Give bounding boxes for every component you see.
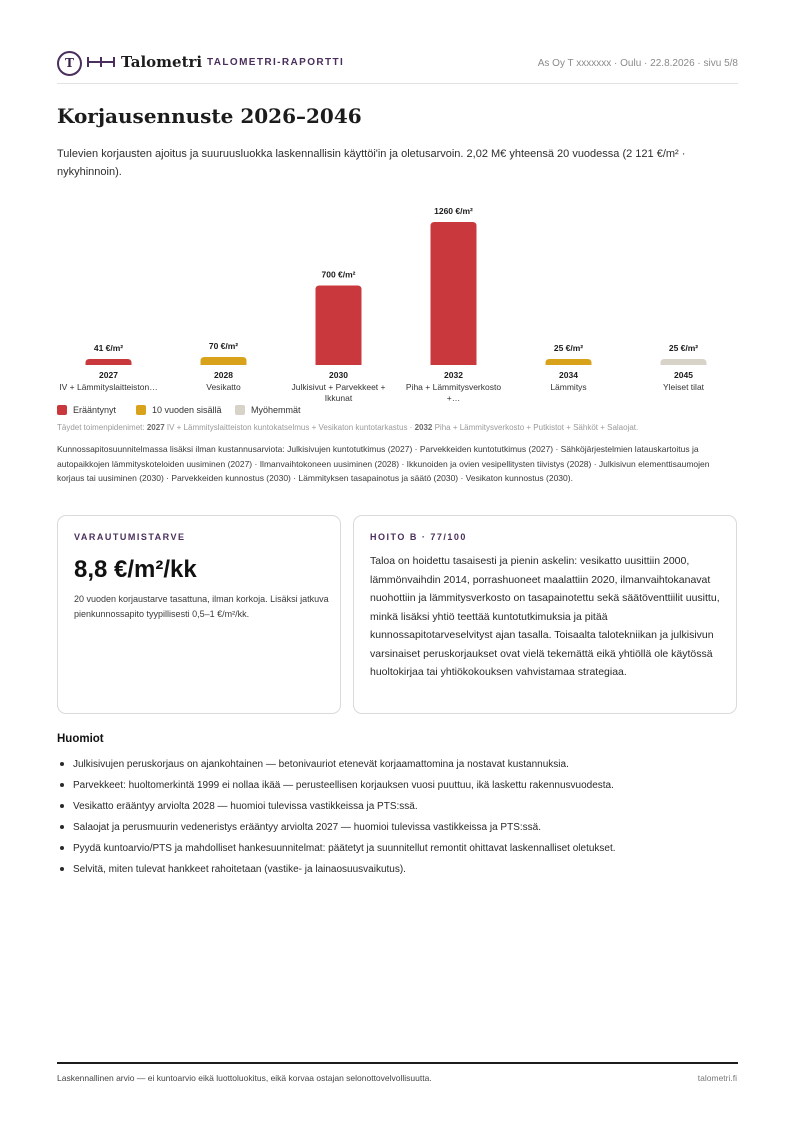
bar-value-label: 700 €/m² <box>321 269 356 280</box>
list-item: Salaojat ja perusmuurin vedeneristys erääntyy arviolta 2027 — huomioi tulevissa vastikkeissa ja PTS:ssä. <box>57 817 737 838</box>
house-rule-icon <box>87 56 115 68</box>
intro-text: Tulevien korjausten ajoitus ja suuruusluokka laskennallisin käyttöi'in ja oletusarvoin. 2,02 M€ yhteensä 20 vuodessa (2 121 €/m² · nykyhinnoin). <box>57 148 686 178</box>
list-item: Julkisivujen peruskorjaus on ajankohtainen — betonivauriot etenevät korjaamattomina ja nostavat kustannuksia. <box>57 754 737 775</box>
repair-forecast-chart <box>51 200 741 403</box>
notes-heading: Huomiot <box>57 733 104 745</box>
legend-label: Myöhemmät <box>251 405 301 415</box>
list-item: Selvitä, miten tulevat hankkeet rahoitetaan (vastike- ja lainaosuusvaikutus). <box>57 859 737 880</box>
notes-list <box>57 754 737 880</box>
legend-item-soon <box>136 405 222 415</box>
legend-item-overdue <box>57 405 116 415</box>
logo-icon: T <box>57 51 82 76</box>
additional-maintenance-note: Kunnossapitosuunnitelmassa lisäksi ilman kustannusarviota: Julkisivujen kuntotutkimus (2027) · Parvekkeiden kuntotutkimus (2027) · Sähköjärjestelmien latauskartoitus ja autopaikkojen lämmityskoteloiden uusiminen (2027) · Ilmanvaihtokoneen uusiminen (2028) · Ikkunoiden ja ovien vesipellitysten tiivistys (2028) · Julkisivun elementtisaumojen korjaus tai uusiminen (2030) · Parvekkeiden kunnostus (2030) · Lämmityksen tasapainotus ja säätö (2030) · Vesikaton kunnostus (2030). <box>57 444 710 483</box>
full-action-names <box>57 423 638 432</box>
footer-site-link[interactable]: talometri.fi <box>697 1073 737 1083</box>
page-meta: As Oy T xxxxxxx · Oulu · 22.8.2026 · sivu 5/8 <box>537 58 738 69</box>
chart-bar <box>86 359 132 365</box>
legend-swatch-later <box>235 405 245 415</box>
bar-year-label: 2045 <box>674 370 693 380</box>
bar-description-label: Ikkunat <box>324 393 353 403</box>
chart-bar <box>201 357 247 365</box>
bar-value-label: 1260 €/m² <box>434 206 473 216</box>
bar-value-label: 25 €/m² <box>668 343 699 353</box>
legend-item-later <box>235 405 301 415</box>
bar-description-label: Yleiset tilat <box>662 382 705 392</box>
bar-year-label: 2032 <box>444 370 463 380</box>
brand-name: Talometri <box>121 53 203 71</box>
bar-year-label: 2028 <box>214 370 233 380</box>
bar-description-label: Julkisivut + Parvekkeet + <box>291 382 386 392</box>
list-item: Vesikatto erääntyy arviolta 2028 — huomioi tulevissa vastikkeissa ja PTS:ssä. <box>57 796 737 817</box>
list-item: Parvekkeet: huoltomerkintä 1999 ei nollaa ikää — perusteellisen korjauksen vuosi puuttuu, ikä laskettu rakennusvuodesta. <box>57 775 737 796</box>
care-rating-card <box>353 515 737 714</box>
bar-year-label: 2027 <box>99 370 118 380</box>
bar-description-label: +… <box>446 393 461 403</box>
page-title: Korjausennuste 2026–2046 <box>57 104 362 128</box>
full-actions-year: 2027 <box>146 423 165 432</box>
full-actions-year: 2032 <box>414 423 433 432</box>
chart-bar <box>316 286 362 365</box>
bar-description-label: Piha + Lämmitysverkosto <box>405 382 502 392</box>
header-divider <box>57 83 738 84</box>
legend-swatch-soon <box>136 405 146 415</box>
bar-description-label: Lämmitys <box>550 382 587 392</box>
chart-bar <box>661 359 707 365</box>
page-header <box>57 50 738 78</box>
footer-divider <box>57 1062 738 1064</box>
reserve-value: 8,8 €/m²/kk <box>74 556 197 583</box>
legend-swatch-overdue <box>57 405 67 415</box>
bar-year-label: 2030 <box>329 370 348 380</box>
care-card-kicker: HOITO B · 77/100 <box>370 532 467 542</box>
reserve-note: 20 vuoden korjaustarve tasattuna, ilman korkoja. Lisäksi jatkuva pienkunnossapito tyypillisesti 0,5–1 €/m²/kk. <box>74 594 329 619</box>
legend-label: 10 vuoden sisällä <box>152 405 222 415</box>
full-actions-text: IV + Lämmityslaitteiston kuntokatselmus + Vesikaton kuntotarkastus · <box>166 423 413 432</box>
chart-bar <box>546 359 592 365</box>
bar-value-label: 70 €/m² <box>208 341 239 352</box>
chart-bar <box>431 222 477 365</box>
reserve-card <box>57 515 341 714</box>
report-label: TALOMETRI-RAPORTTI <box>207 57 345 68</box>
legend-label: Erääntynyt <box>73 405 117 415</box>
full-actions-text: Piha + Lämmitysverkosto + Putkistot + Sähköt + Salaojat. <box>434 423 639 432</box>
reserve-card-kicker: VARAUTUMISTARVE <box>74 532 186 542</box>
bar-description-label: IV + Lämmityslaitteiston… <box>59 382 158 392</box>
care-card-text: Taloa on hoidettu tasaisesti ja pienin askelin: vesikatto uusittiin 2000, lämmönvaihdin 2014, porrashuoneet maalattiin 2020, ilmanvaihtokanavat nuohottiin ja lämmitysverkosto on tasapainotettu sekä säätöventtiilit uusittu, minkä lisäksi yhtiö teettää kuntotutkimuksia ja pitää kunnossapitotarveselvityst ajan tasalla. Toisaalta talotekniikan ja julkisivun varsinaiset peruskorjaukset ovat vielä tekemättä eikä yhtiöllä ole käytössä huoltokirjaa tai yhtiökokouksen vahvistamaa strategiaa. <box>370 555 720 678</box>
bar-description-label: Vesikatto <box>206 382 241 392</box>
bar-value-label: 25 €/m² <box>553 343 584 353</box>
full-actions-prefix: Täydet toimenpidenimet: <box>57 423 145 432</box>
bar-value-label: 41 €/m² <box>93 343 124 353</box>
list-item: Pyydä kuntoarvio/PTS ja mahdolliset hankesuunnitelmat: päätetyt ja suunnitellut remontit ohittavat laskennalliset oletukset. <box>57 838 737 859</box>
bar-year-label: 2034 <box>559 370 578 380</box>
footer-disclaimer: Laskennallinen arvio — ei kuntoarvio eikä luottoluokitus, eikä korvaa ostajan selonottovelvollisuutta. <box>57 1073 432 1083</box>
